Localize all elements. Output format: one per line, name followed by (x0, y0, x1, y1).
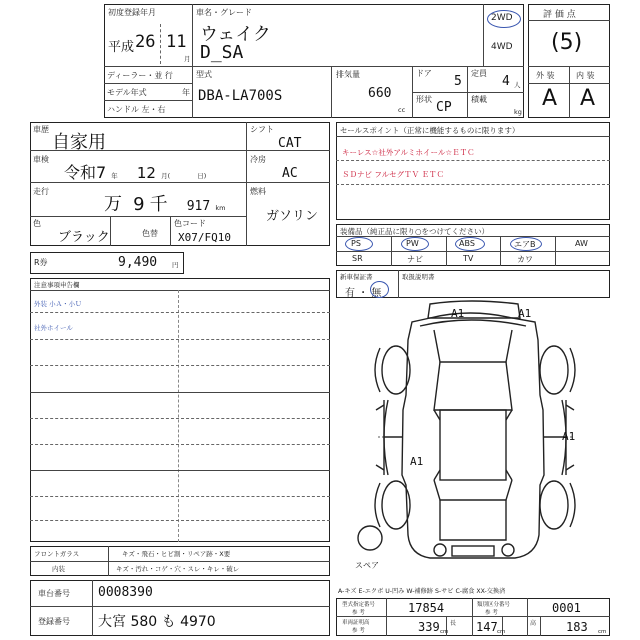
shape-label: 形状 (416, 95, 432, 104)
equipment-navi: ナビ (407, 255, 423, 264)
width-unit: cm (598, 629, 607, 635)
car-name-label: 車名・グレード (196, 8, 252, 17)
sales-line2: ＳＤナビ フルセグＴＶ ＥＴＣ (342, 170, 444, 179)
recycle-box (30, 252, 184, 274)
notes-label: 注意事項申告欄 (34, 281, 80, 289)
equipment-leather: カワ (517, 255, 533, 264)
equipment-sr: SR (352, 254, 363, 263)
capacity-unit: 人 (514, 81, 521, 89)
front-glass-value: キズ・飛石・ヒビ割・リペア跡・X要 (122, 550, 231, 558)
height-cert-unit: cm (440, 629, 449, 635)
usage-value: 自家用 (52, 132, 106, 153)
exterior-label: 外 装 (536, 71, 555, 80)
usage-label: 車歴 (33, 125, 49, 134)
length-label: 長 (450, 620, 457, 627)
recycle-label: R券 (34, 258, 48, 267)
type-no-value: 17854 (408, 601, 445, 615)
registration-era: 平成 (108, 40, 135, 55)
shift-value: CAT (278, 136, 302, 151)
doors-value: 5 (454, 74, 462, 89)
plate-label: 登録番号 (38, 617, 70, 626)
model-year-label: モデル年式 (107, 88, 147, 97)
aircon-label: 冷房 (250, 155, 266, 164)
equipment-aw: AW (575, 239, 588, 248)
sales-label: セールスポイント（正常に機能するものに限ります） (340, 126, 520, 135)
damage-mark-front-left: A1 (451, 307, 465, 320)
drive-4wd: 4WD (491, 42, 513, 52)
height-cert-value: 339 (418, 620, 440, 634)
recycle-value: 9,490 (118, 255, 158, 270)
score-value: (5) (551, 30, 583, 55)
exterior-score: A (542, 86, 558, 111)
manual-label: 取扱説明書 (402, 273, 435, 281)
interior-condition-label: 内装 (52, 565, 65, 573)
recycle-unit: 円 (172, 261, 179, 269)
class-no-value: 0001 (552, 601, 581, 615)
sales-line1: キーレス☆社外アルミホイール☆ＥＴＣ (342, 148, 475, 157)
length-unit: cm (497, 629, 506, 635)
notes-line1: 外装 小Ａ・小Ｕ (34, 300, 82, 308)
damage-mark-front-right: A1 (518, 307, 532, 320)
registration-label: 初度登録年月 (108, 8, 156, 17)
height-cert-sub: 参 考 (352, 628, 365, 634)
fuel-value: ガソリン (266, 209, 319, 224)
damage-mark-left-side: A1 (410, 455, 424, 468)
inspection-year-unit: 年 (111, 172, 118, 180)
inspection-label: 車検 (33, 155, 49, 164)
car-name: ウェイク (200, 24, 271, 45)
registration-month: 11 (166, 32, 187, 52)
notes-line2: 社外ホイール (34, 324, 73, 332)
notes-box (30, 278, 330, 542)
registration-month-unit: 月 (184, 55, 191, 63)
mileage-man: 万 (104, 194, 122, 215)
inspection-month: 12 (136, 164, 156, 182)
equipment-airbag: エアB (514, 240, 536, 249)
spare-label: スペア (355, 561, 379, 570)
warranty-value: 有 ・ 無 (345, 288, 382, 299)
width-value: 183 (566, 620, 588, 634)
damage-mark-right-side: A1 (562, 430, 576, 443)
capacity-label: 定員 (471, 69, 487, 78)
capacity-value: 4 (502, 74, 510, 89)
class-no-sub: 参 考 (485, 610, 498, 616)
inspection-era: 令和7 (64, 163, 107, 182)
type-no-label: 型式指定番号 (342, 602, 376, 608)
doors-label: ドア (416, 69, 432, 78)
color-value: ブラック (58, 230, 110, 245)
height-cert-label: 車両証明高 (342, 620, 370, 626)
width-label: 高 (530, 620, 537, 627)
equipment-ps: PS (351, 239, 361, 248)
interior-label: 内 装 (576, 71, 595, 80)
equipment-abs: ABS (459, 239, 475, 248)
model-year-unit: 年 (182, 88, 190, 97)
inspection-day-unit: 日) (197, 172, 207, 180)
score-label: 評 価 点 (543, 10, 576, 20)
shape-value: CP (436, 100, 452, 115)
equipment-tv: TV (463, 254, 474, 263)
type-value: DBA-LA700S (198, 88, 283, 104)
front-glass-label: フロントガラス (34, 550, 80, 558)
color-code-label: 色コード (174, 219, 206, 228)
displacement-unit: cc (398, 106, 406, 114)
displacement-value: 660 (368, 86, 392, 101)
handle-label: ハンドル 左・右 (107, 105, 166, 114)
warranty-label: 新車保証書 (340, 273, 373, 281)
shift-label: シフト (250, 125, 274, 134)
mileage-rest: 917 (186, 199, 211, 214)
damage-legend: A-キズ E-エクボ U-凹み W-補修跡 S-サビ C-腐食 XX-交換済 (338, 588, 506, 595)
color-label: 色 (33, 219, 41, 228)
color-interchange-label: 色替 (142, 229, 158, 238)
length-value: 147 (476, 620, 498, 634)
drive-2wd: 2WD (491, 13, 513, 23)
type-label: 型式 (196, 70, 212, 79)
interior-score: A (580, 86, 596, 111)
displacement-label: 排気量 (336, 70, 360, 79)
equipment-label: 装備品（純正品に限り○をつけてください） (340, 227, 490, 236)
plate-value: 大宮 580 も 4970 (98, 614, 216, 630)
chassis-value: 0008390 (98, 585, 153, 600)
car-grade: D_SA (200, 42, 244, 63)
color-code: X07/FQ10 (178, 231, 231, 244)
mileage-sen: 千 (149, 194, 168, 215)
dealer-label: ディーラー・並 行 (107, 71, 173, 80)
inspection-month-unit: 月( (161, 172, 171, 180)
registration-year: 26 (135, 32, 156, 52)
mileage-unit: km (215, 204, 226, 212)
aircon-value: AC (282, 166, 298, 181)
fuel-label: 燃料 (250, 187, 266, 196)
mileage-sen-num: 9 (133, 194, 145, 215)
mileage-label: 走行 (33, 187, 49, 196)
chassis-label: 車台番号 (38, 589, 70, 598)
class-no-label: 類別区分番号 (477, 602, 511, 608)
interior-condition-value: キズ・汚れ・コゲ・穴・スレ・キレ・破レ (116, 565, 240, 573)
load-label: 積載 (471, 95, 487, 104)
type-no-sub: 参 考 (352, 610, 365, 616)
equipment-pw: PW (406, 239, 419, 248)
load-unit: kg (514, 108, 522, 116)
